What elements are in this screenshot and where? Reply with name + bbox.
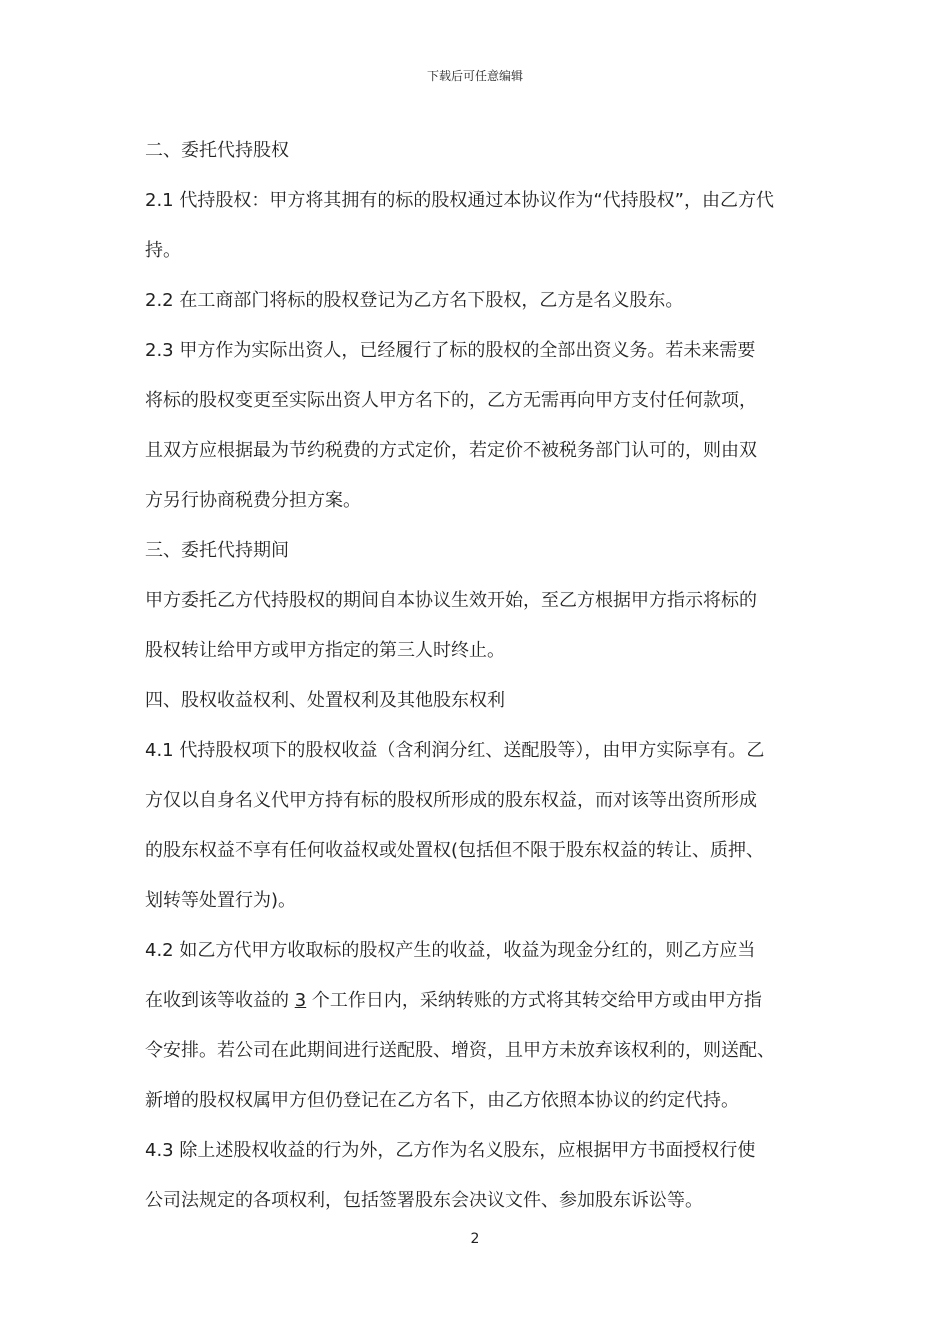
paragraph-line: 将标的股权变更至实际出资人甲方名下的，乙方无需再向甲方支付任何款项， bbox=[145, 390, 757, 411]
paragraph-line: 甲方委托乙方代持股权的期间自本协议生效开始，至乙方根据甲方指示将标的 bbox=[145, 590, 757, 611]
paragraph-line: 方另行协商税费分担方案。 bbox=[145, 490, 361, 511]
paragraph-line: 股权转让给甲方或甲方指定的第三人时终止。 bbox=[145, 640, 505, 661]
section-heading-4: 四、股权收益权利、处置权利及其他股东权利 bbox=[145, 690, 505, 711]
line-text: 个工作日内，采纳转账的方式将其转交给甲方或由甲方指 bbox=[306, 990, 762, 1011]
paragraph-line: 2.3 甲方作为实际出资人，已经履行了标的股权的全部出资义务。若未来需要 bbox=[145, 340, 756, 361]
paragraph-line: 持。 bbox=[145, 240, 181, 261]
underlined-days-number: 3 bbox=[294, 990, 307, 1011]
paragraph-line: 且双方应根据最为节约税费的方式定价，若定价不被税务部门认可的，则由双 bbox=[145, 440, 757, 461]
paragraph-line: 方仅以自身名义代甲方持有标的股权所形成的股东权益，而对该等出资所形成 bbox=[145, 790, 757, 811]
paragraph-line: 2.1 代持股权：甲方将其拥有的标的股权通过本协议作为“代持股权”，由乙方代 bbox=[145, 190, 774, 211]
paragraph-line: 令安排。若公司在此期间进行送配股、增资，且甲方未放弃该权利的，则送配、 bbox=[145, 1040, 775, 1061]
paragraph-line bbox=[145, 976, 817, 1026]
paragraph-line: 4.3 除上述股权收益的行为外，乙方作为名义股东，应根据甲方书面授权行使 bbox=[145, 1140, 756, 1161]
paragraph-line: 公司法规定的各项权利，包括签署股东会决议文件、参加股东诉讼等。 bbox=[145, 1190, 703, 1211]
paragraph-line: 2.2 在工商部门将标的股权登记为乙方名下股权，乙方是名义股东。 bbox=[145, 290, 684, 311]
page-header: 下载后可任意编辑 bbox=[426, 69, 523, 83]
paragraph-line: 新增的股权权属甲方但仍登记在乙方名下，由乙方依照本协议的约定代持。 bbox=[145, 1090, 739, 1111]
paragraph-line: 划转等处置行为)。 bbox=[145, 890, 297, 911]
document-body bbox=[145, 126, 817, 1226]
section-heading-2: 二、委托代持股权 bbox=[145, 140, 289, 161]
page-number: 2 bbox=[470, 1231, 480, 1247]
line-text: 在收到该等收益的 bbox=[145, 990, 295, 1011]
paragraph-line: 的股东权益不享有任何收益权或处置权(包括但不限于股东权益的转让、质押、 bbox=[145, 840, 765, 861]
paragraph-line: 4.2 如乙方代甲方收取标的股权产生的收益，收益为现金分红的，则乙方应当 bbox=[145, 940, 756, 961]
section-heading-3: 三、委托代持期间 bbox=[145, 540, 289, 561]
paragraph-line: 4.1 代持股权项下的股权收益（含利润分红、送配股等），由甲方实际享有。乙 bbox=[145, 740, 765, 761]
